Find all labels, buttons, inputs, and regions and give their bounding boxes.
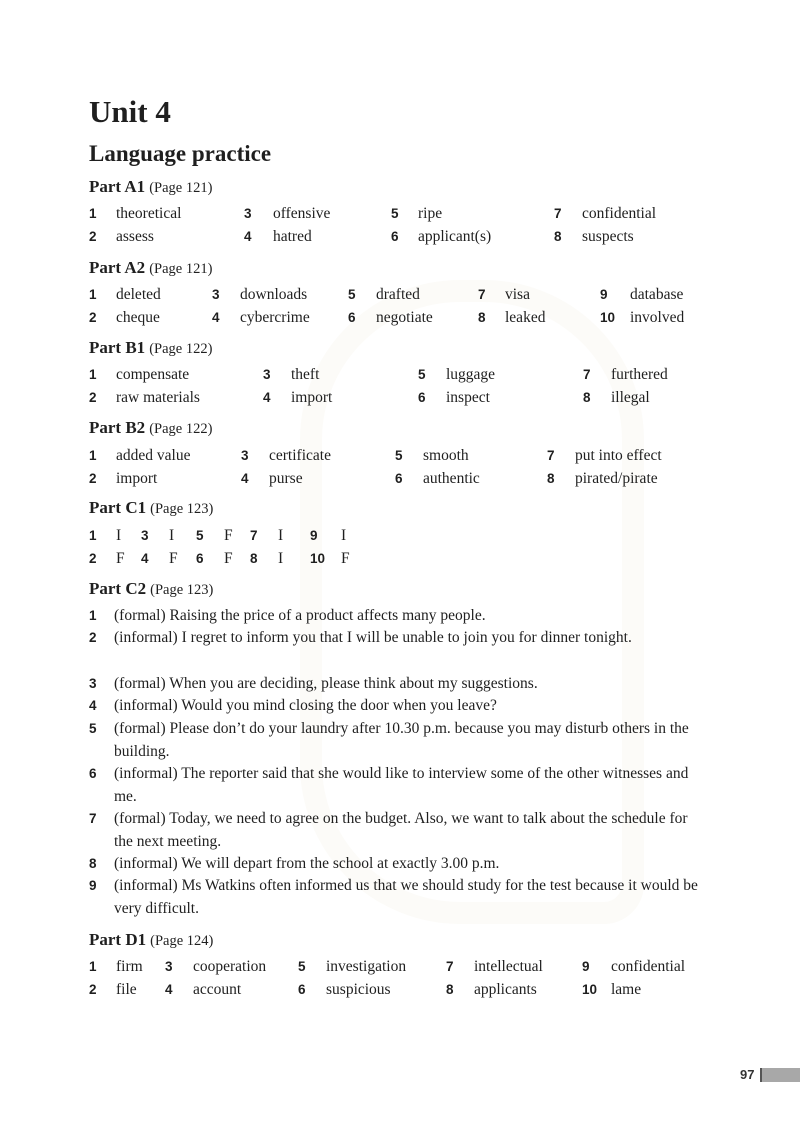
unit-title: Unit 4 (89, 94, 171, 129)
part-a2-answer-row (89, 307, 729, 329)
page-number: 97 (740, 1067, 755, 1082)
answer-word: firm (116, 958, 143, 975)
answer-number: 3 (141, 528, 149, 543)
answer-number: 2 (89, 390, 97, 405)
answer-number: 1 (89, 528, 97, 543)
answer-number: 5 (348, 287, 356, 302)
answer-number: 8 (547, 471, 555, 486)
part-c1-heading (89, 497, 213, 520)
part-a2-page-ref: (Page 121) (149, 261, 213, 277)
answer-word: luggage (446, 366, 496, 383)
answer-number: 1 (89, 959, 97, 974)
answer-number: 6 (418, 390, 426, 405)
answer-word: account (193, 981, 242, 998)
answer-number: 6 (391, 229, 399, 244)
answer-word: assess (116, 228, 154, 245)
answer-number: 1 (89, 206, 97, 221)
answer-number: 8 (446, 982, 454, 997)
answer-number: 4 (165, 982, 173, 997)
answer-number: 1 (89, 367, 97, 382)
answer-number: 7 (547, 448, 555, 463)
answer-word: furthered (611, 366, 668, 383)
answer-word: illegal (611, 389, 650, 406)
part-c1-answer-row (89, 548, 729, 570)
answer-word: applicant(s) (418, 228, 492, 245)
part-d1-page-ref: (Page 124) (150, 933, 214, 949)
answer-number: 10 (582, 982, 598, 997)
answer-number: 8 (583, 390, 591, 405)
answer-number: 3 (244, 206, 252, 221)
answer-word: I (278, 550, 284, 567)
part-b1-answer-row (89, 387, 729, 409)
answer-word: involved (630, 309, 685, 326)
answer-number: 3 (263, 367, 271, 382)
part-b2-answer-row (89, 445, 729, 467)
answer-number: 2 (89, 310, 97, 325)
answer-number: 4 (141, 551, 149, 566)
part-b2-heading (89, 417, 212, 440)
answer-number: 4 (241, 471, 249, 486)
part-d1-answer-row (89, 979, 729, 1001)
part-d1-heading (89, 929, 213, 952)
answer-number: 6 (348, 310, 356, 325)
answer-number: 9 (600, 287, 608, 302)
answer-number: 7 (250, 528, 258, 543)
answer-number: 6 (298, 982, 306, 997)
sentence-text: (informal) Would you mind closing the door when you leave? (114, 697, 497, 714)
sentence-text: (informal) We will depart from the school at exactly 3.00 p.m. (114, 855, 500, 872)
part-c2-title: Part C2 (89, 579, 147, 598)
answer-word: I (278, 527, 284, 544)
answer-number: 6 (395, 471, 403, 486)
answer-number: 5 (395, 448, 403, 463)
answer-word: compensate (116, 366, 190, 383)
answer-word: applicants (474, 981, 537, 998)
answer-number: 2 (89, 229, 97, 244)
answer-word: visa (505, 286, 530, 303)
answer-word: import (116, 470, 158, 487)
answer-word: F (224, 550, 233, 567)
answer-number: 7 (583, 367, 591, 382)
answer-number: 6 (196, 551, 204, 566)
answer-number: 5 (391, 206, 399, 221)
answer-word: F (224, 527, 233, 544)
part-c1-answer-row (89, 525, 729, 547)
part-a1-answer-row (89, 203, 729, 225)
answer-word: import (291, 389, 333, 406)
part-b1-title: Part B1 (89, 338, 146, 357)
answer-word: downloads (240, 286, 308, 303)
part-a2-heading (89, 257, 212, 280)
part-b2-page-ref: (Page 122) (149, 421, 213, 437)
answer-word: database (630, 286, 684, 303)
part-a1-title: Part A1 (89, 177, 146, 196)
answer-word: raw materials (116, 389, 200, 406)
answer-number: 5 (418, 367, 426, 382)
answer-word: purse (269, 470, 303, 487)
part-a1-answer-row (89, 226, 729, 248)
answer-word: confidential (582, 205, 657, 222)
answer-number: 10 (600, 310, 616, 325)
answer-number: 2 (89, 471, 97, 486)
answer-number: 3 (165, 959, 173, 974)
sentence-text: (formal) When you are deciding, please think about my suggestions. (114, 675, 538, 692)
answer-number: 7 (446, 959, 454, 974)
answer-word: added value (116, 447, 191, 464)
answer-number: 7 (554, 206, 562, 221)
answer-word: theft (291, 366, 320, 383)
part-d1-title: Part D1 (89, 930, 147, 949)
answer-word: suspicious (326, 981, 391, 998)
answer-word: certificate (269, 447, 331, 464)
part-c1-page-ref: (Page 123) (150, 501, 214, 517)
answer-word: F (116, 550, 125, 567)
answer-number: 9 (310, 528, 318, 543)
answer-number: 5 (298, 959, 306, 974)
part-a1-page-ref: (Page 121) (149, 180, 213, 196)
sentence-text: (formal) Today, we need to agree on the budget. Also, we want to talk about the schedule for the next meeting. (114, 810, 688, 850)
sentence-text: (formal) Please don’t do your laundry after 10.30 p.m. because you may disturb others in the building. (114, 720, 689, 760)
answer-number: 10 (310, 551, 326, 566)
part-a1-heading (89, 176, 212, 199)
answer-word: inspect (446, 389, 490, 406)
answer-word: drafted (376, 286, 420, 303)
section-title: Language practice (89, 141, 272, 166)
part-c2-heading (89, 578, 213, 601)
answer-word: negotiate (376, 309, 433, 326)
answer-word: authentic (423, 470, 480, 487)
answer-word: hatred (273, 228, 312, 245)
sentence-number: 9 (89, 878, 97, 893)
part-b1-answer-row (89, 364, 729, 386)
part-b1-heading (89, 337, 212, 360)
answer-number: 2 (89, 982, 97, 997)
answer-word: investigation (326, 958, 407, 975)
answer-number: 9 (582, 959, 590, 974)
answer-number: 2 (89, 551, 97, 566)
answer-number: 4 (212, 310, 220, 325)
answer-number: 4 (263, 390, 271, 405)
answer-word: pirated/pirate (575, 470, 658, 487)
answer-word: lame (611, 981, 642, 998)
part-a2-answer-row (89, 284, 729, 306)
answer-word: deleted (116, 286, 161, 303)
page-tab-bar (762, 1068, 800, 1082)
answer-word: offensive (273, 205, 331, 222)
part-c2-page-ref: (Page 123) (150, 582, 214, 598)
sentence-number: 1 (89, 608, 97, 623)
part-c1-title: Part C1 (89, 498, 147, 517)
answer-number: 1 (89, 448, 97, 463)
answer-word: cheque (116, 309, 160, 326)
answer-word: put into effect (575, 447, 662, 464)
answer-number: 8 (554, 229, 562, 244)
answer-number: 3 (212, 287, 220, 302)
answer-word: I (169, 527, 175, 544)
answer-number: 8 (250, 551, 258, 566)
answer-word: cybercrime (240, 309, 310, 326)
answer-word: F (169, 550, 178, 567)
answer-number: 4 (244, 229, 252, 244)
answer-word: suspects (582, 228, 634, 245)
answer-number: 3 (241, 448, 249, 463)
answer-word: intellectual (474, 958, 543, 975)
sentence-number: 8 (89, 856, 97, 871)
answer-word: leaked (505, 309, 546, 326)
answer-number: 7 (478, 287, 486, 302)
part-a2-title: Part A2 (89, 258, 146, 277)
answer-word: smooth (423, 447, 469, 464)
part-b2-title: Part B2 (89, 418, 146, 437)
answer-word: theoretical (116, 205, 182, 222)
answer-number: 1 (89, 287, 97, 302)
sentence-text: (formal) Raising the price of a product affects many people. (114, 607, 486, 624)
part-d1-answer-row (89, 956, 729, 978)
answer-word: I (116, 527, 122, 544)
answer-word: cooperation (193, 958, 267, 975)
sentence-number: 6 (89, 766, 97, 781)
answer-word: F (341, 550, 350, 567)
sentence-text: (informal) The reporter said that she would like to interview some of the other witnesses and me. (114, 765, 689, 805)
sentence-number: 7 (89, 811, 97, 826)
answer-word: file (116, 981, 137, 998)
sentence-number: 2 (89, 630, 97, 645)
answer-word: I (341, 527, 347, 544)
answer-number: 5 (196, 528, 204, 543)
sentence-number: 4 (89, 698, 97, 713)
sentence-number: 5 (89, 721, 97, 736)
sentence-text: (informal) Ms Watkins often informed us that we should study for the test because it would be very difficult. (114, 877, 698, 917)
sentence-number: 3 (89, 676, 97, 691)
sentence-text: (informal) I regret to inform you that I will be unable to join you for dinner tonight. (114, 629, 632, 646)
answer-word: confidential (611, 958, 686, 975)
part-b1-page-ref: (Page 122) (149, 341, 213, 357)
answer-word: ripe (418, 205, 443, 222)
answer-number: 8 (478, 310, 486, 325)
part-b2-answer-row (89, 468, 729, 490)
